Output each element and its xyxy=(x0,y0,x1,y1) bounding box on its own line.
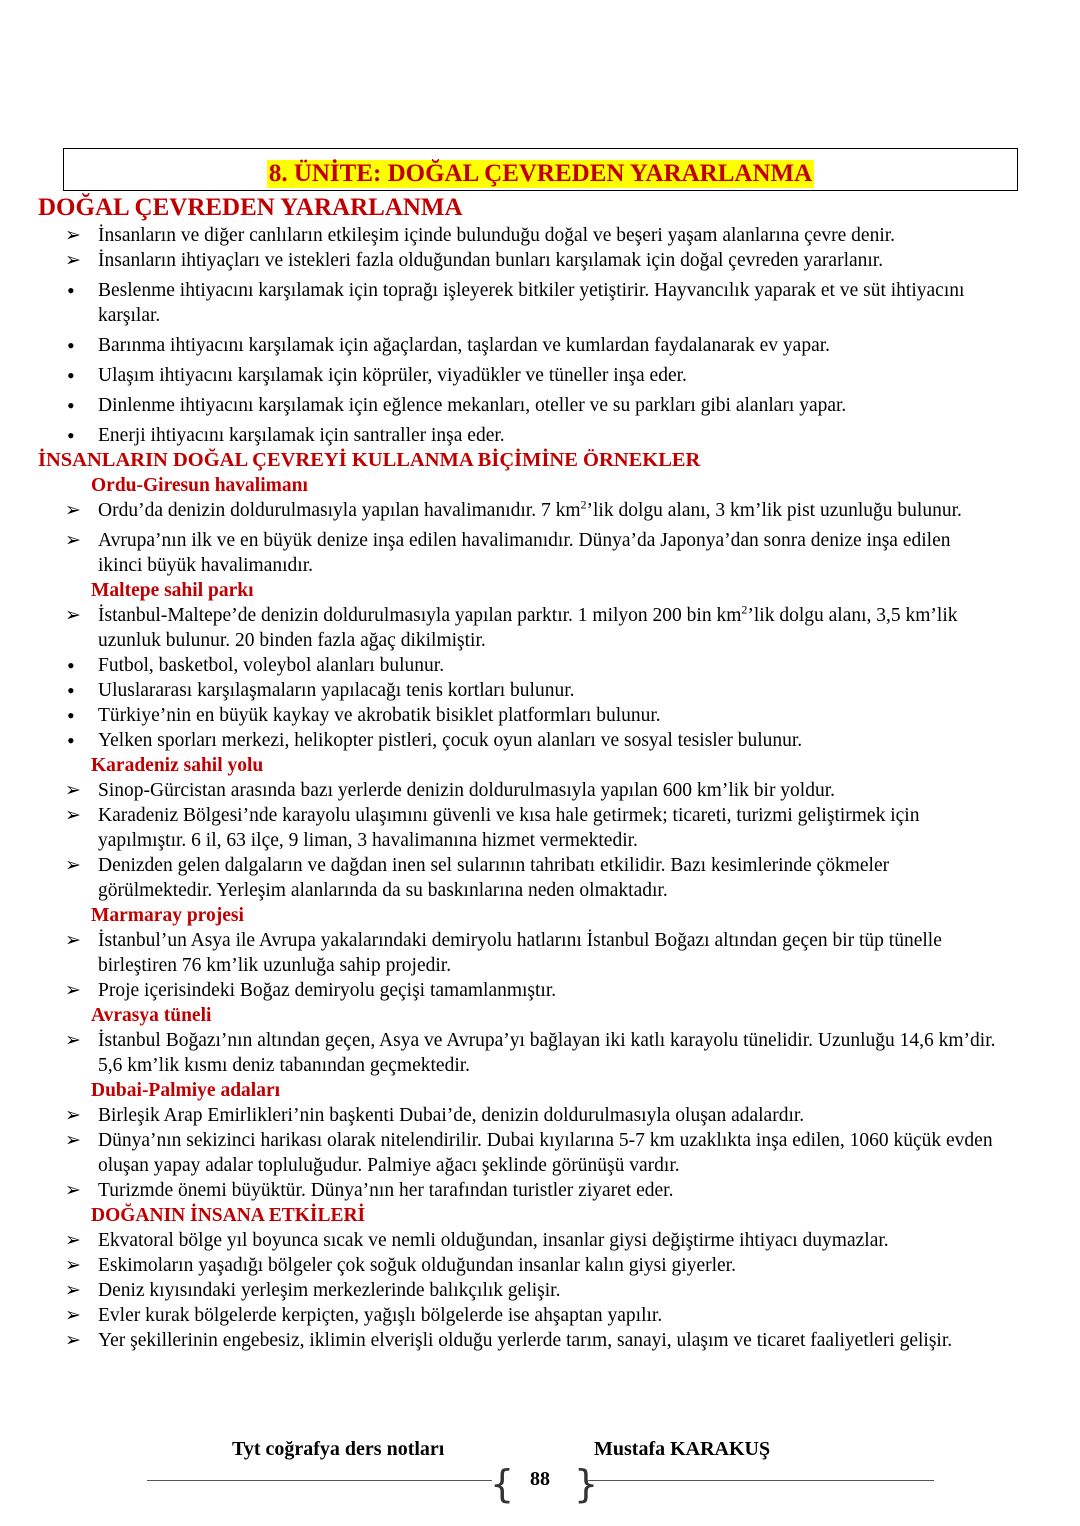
dot-bullet-icon: • xyxy=(67,423,75,448)
subsection-list xyxy=(38,498,998,578)
arrow-bullet-icon: ➢ xyxy=(65,1230,81,1251)
list-item-text: Avrupa’nın ilk ve en büyük denize inşa edilen havalimanıdır. Dünya’da Japonya’dan sonra denize inşa edilen ikinci büyük havalimanıdır. xyxy=(98,530,951,576)
list-item xyxy=(38,248,998,273)
subsection-list xyxy=(38,778,998,903)
list-item xyxy=(38,653,998,678)
list-item-text: Yelken sporları merkezi, helikopter pistleri, çocuk oyun alanları ve sosyal tesisler bulunur. xyxy=(98,730,803,751)
list-item xyxy=(38,778,998,803)
list-item xyxy=(38,703,998,728)
list-item xyxy=(38,978,998,1003)
arrow-bullet-icon: ➢ xyxy=(65,1105,81,1126)
dot-bullet-icon: • xyxy=(67,728,75,753)
list-item-text: Enerji ihtiyacını karşılamak için santraller inşa eder. xyxy=(98,425,505,446)
arrow-bullet-icon: ➢ xyxy=(65,1180,81,1201)
list-item-text: İstanbul’un Asya ile Avrupa yakalarındaki demiryolu hatlarını İstanbul Boğazı altından geçen bir tüp tünelle birleştiren 76 km’lik uzunluğa sahip projedir. xyxy=(98,930,942,976)
dot-bullet-icon: • xyxy=(67,678,75,703)
dot-bullet-icon: • xyxy=(67,278,75,303)
arrow-bullet-icon: ➢ xyxy=(65,250,81,271)
list-item-text: Futbol, basketbol, voleybol alanları bulunur. xyxy=(98,655,445,676)
list-item-text: İnsanların ihtiyaçları ve istekleri fazla olduğundan bunları karşılamak için doğal çevreden yararlanır. xyxy=(98,250,884,271)
list-item-text: Uluslararası karşılaşmaların yapılacağı tenis kortları bulunur. xyxy=(98,680,575,701)
list-item xyxy=(38,728,998,753)
footer-rule-left xyxy=(147,1480,492,1481)
subsection-heading: DOĞANIN İNSANA ETKİLERİ xyxy=(91,1205,366,1226)
main-heading: DOĞAL ÇEVREDEN YARARLANMA xyxy=(38,194,463,221)
list-item xyxy=(38,1128,998,1178)
subsection-list xyxy=(38,928,998,1003)
arrow-bullet-icon: ➢ xyxy=(65,855,81,876)
arrow-bullet-icon: ➢ xyxy=(65,1030,81,1051)
list-item xyxy=(38,1228,998,1253)
list-item-text: Dinlenme ihtiyacını karşılamak için eğlence mekanları, oteller ve su parkları gibi alanları yapar. xyxy=(98,395,847,416)
list-item xyxy=(38,223,998,248)
subsection-heading: Marmaray projesi xyxy=(91,905,244,926)
list-item xyxy=(38,1278,998,1303)
list-item-text: Yer şekillerinin engebesiz, iklimin elverişli olduğu yerlerde tarım, sanayi, ulaşım ve ticaret faaliyetleri gelişir. xyxy=(98,1330,953,1351)
list-item xyxy=(38,278,998,328)
arrow-bullet-icon: ➢ xyxy=(65,1255,81,1276)
list-item-text: Ordu’da denizin doldurulmasıyla yapılan havalimanıdır. 7 km xyxy=(98,500,581,521)
list-item-text: Eskimoların yaşadığı bölgeler çok soğuk olduğundan insanlar kalın giysi giyerler. xyxy=(98,1255,736,1276)
list-item-text: Evler kurak bölgelerde kerpiçten, yağışlı bölgelerde ise ahşaptan yapılır. xyxy=(98,1305,663,1326)
list-item-text: Denizden gelen dalgaların ve dağdan inen sel sularının tahribatı etkilidir. Bazı kesimlerinde çökmeler görülmektedir. Yerleşim alanlarında da su baskınlarına neden olmaktadır. xyxy=(98,855,890,901)
list-item xyxy=(38,333,998,358)
intro-list xyxy=(38,223,998,448)
list-item xyxy=(38,803,998,853)
list-item-text: İnsanların ve diğer canlıların etkileşim içinde bulunduğu doğal ve beşeri yaşam alanlarına çevre denir. xyxy=(98,225,896,246)
list-item xyxy=(38,1028,998,1078)
subsection-heading: Karadeniz sahil yolu xyxy=(91,755,264,776)
dot-bullet-icon: • xyxy=(67,703,75,728)
list-item-text: Türkiye’nin en büyük kaykay ve akrobatik bisiklet platformları bulunur. xyxy=(98,705,661,726)
subsection-list xyxy=(38,603,998,753)
arrow-bullet-icon: ➢ xyxy=(65,805,81,826)
arrow-bullet-icon: ➢ xyxy=(65,1280,81,1301)
list-item xyxy=(38,528,998,578)
list-item xyxy=(38,1303,998,1328)
subsection-heading: Avrasya tüneli xyxy=(91,1005,212,1026)
list-item xyxy=(38,1103,998,1128)
list-item xyxy=(38,603,998,653)
list-item xyxy=(38,1328,998,1353)
list-item-text: Deniz kıyısındaki yerleşim merkezlerinde balıkçılık gelişir. xyxy=(98,1280,561,1301)
arrow-bullet-icon: ➢ xyxy=(65,500,81,521)
arrow-bullet-icon: ➢ xyxy=(65,605,81,626)
list-item-text: İstanbul Boğazı’nın altından geçen, Asya ve Avrupa’yı bağlayan iki katlı karayolu tünelidir. Uzunluğu 14,6 km’dir. 5,6 km’lik kısmı deniz tabanından geçmektedir. xyxy=(98,1030,996,1076)
list-item-text-cont: ’lik dolgu alanı, 3 km’lik pist uzunluğu bulunur. xyxy=(586,500,962,521)
arrow-bullet-icon: ➢ xyxy=(65,780,81,801)
arrow-bullet-icon: ➢ xyxy=(65,1305,81,1326)
list-item xyxy=(38,498,998,523)
list-item xyxy=(38,393,998,418)
left-brace-icon: { xyxy=(490,1462,515,1506)
list-item-text: Ulaşım ihtiyacını karşılamak için köprüler, viyadükler ve tüneller inşa eder. xyxy=(98,365,687,386)
page-content xyxy=(38,193,998,1353)
list-item xyxy=(38,853,998,903)
superscript: 2 xyxy=(580,497,587,512)
arrow-bullet-icon: ➢ xyxy=(65,530,81,551)
footer-rule-right xyxy=(588,1480,934,1481)
list-item xyxy=(38,363,998,388)
list-item-text: Ekvatoral bölge yıl boyunca sıcak ve nemli olduğundan, insanlar giysi değiştirme ihtiyacı duymazlar. xyxy=(98,1230,889,1251)
dot-bullet-icon: • xyxy=(67,333,75,358)
subsection-list xyxy=(38,1103,998,1203)
list-item xyxy=(38,423,998,448)
list-item-text: Dünya’nın sekizinci harikası olarak nitelendirilir. Dubai kıyılarına 5-7 km uzaklıkta inşa edilen, 1060 küçük evden oluşan yapay adalar topluluğudur. Palmiye ağacı şeklinde görünüşü vardır. xyxy=(98,1130,993,1176)
dot-bullet-icon: • xyxy=(67,393,75,418)
superscript: 2 xyxy=(741,602,748,617)
arrow-bullet-icon: ➢ xyxy=(65,225,81,246)
arrow-bullet-icon: ➢ xyxy=(65,1330,81,1351)
subsection-list xyxy=(38,1028,998,1078)
arrow-bullet-icon: ➢ xyxy=(65,980,81,1001)
list-item xyxy=(38,1178,998,1203)
subsection-list xyxy=(38,1228,998,1353)
subsection-heading: Ordu-Giresun havalimanı xyxy=(91,475,308,496)
list-item-text: İstanbul-Maltepe’de denizin doldurulmasıyla yapılan parktır. 1 milyon 200 bin km xyxy=(98,605,742,626)
examples-heading: İNSANLARIN DOĞAL ÇEVREYİ KULLANMA BİÇİMİNE ÖRNEKLER xyxy=(38,449,701,471)
list-item xyxy=(38,678,998,703)
list-item-text: Birleşik Arap Emirlikleri’nin başkenti Dubai’de, denizin doldurulmasıyla oluşan adalardır. xyxy=(98,1105,805,1126)
list-item-text: Barınma ihtiyacını karşılamak için ağaçlardan, taşlardan ve kumlardan faydalanarak ev yapar. xyxy=(98,335,831,356)
right-brace-icon: } xyxy=(574,1462,599,1506)
subsection-heading: Maltepe sahil parkı xyxy=(91,580,254,601)
list-item-text: Beslenme ihtiyacını karşılamak için toprağı işleyerek bitkiler yetiştirir. Hayvancılık yaparak et ve süt ihtiyacını karşılar. xyxy=(98,280,965,326)
list-item-text: Karadeniz Bölgesi’nde karayolu ulaşımını güvenli ve kısa hale getirmek; ticareti, turizmi geliştirmek için yapılmıştır. 6 il, 63 ilçe, 9 liman, 3 havalimanına hizmet vermektedir. xyxy=(98,805,920,851)
dot-bullet-icon: • xyxy=(67,653,75,678)
subsection-heading: Dubai-Palmiye adaları xyxy=(91,1080,281,1101)
footer-course-title: Tyt coğrafya ders notları xyxy=(232,1438,445,1460)
list-item-text: Turizmde önemi büyüktür. Dünya’nın her tarafından turistler ziyaret eder. xyxy=(98,1180,674,1201)
page-number: 88 xyxy=(530,1468,550,1490)
list-item xyxy=(38,1253,998,1278)
example-sections xyxy=(38,473,998,1353)
footer-author: Mustafa KARAKUŞ xyxy=(594,1438,771,1460)
list-item-text: Sinop-Gürcistan arasında bazı yerlerde denizin doldurulmasıyla yapılan 600 km’lik bir yoldur. xyxy=(98,780,836,801)
arrow-bullet-icon: ➢ xyxy=(65,930,81,951)
list-item-text-cont: ’lik dolgu alanı, 3,5 km’lik uzunluk bulunur. 20 binden fazla ağaç dikilmiştir. xyxy=(98,605,958,651)
dot-bullet-icon: • xyxy=(67,363,75,388)
list-item xyxy=(38,928,998,978)
unit-title: 8. ÜNİTE: DOĞAL ÇEVREDEN YARARLANMA xyxy=(268,160,813,187)
page-footer xyxy=(0,1432,1080,1522)
list-item-text: Proje içerisindeki Boğaz demiryolu geçişi tamamlanmıştır. xyxy=(98,980,557,1001)
unit-title-box xyxy=(63,148,1018,191)
arrow-bullet-icon: ➢ xyxy=(65,1130,81,1151)
